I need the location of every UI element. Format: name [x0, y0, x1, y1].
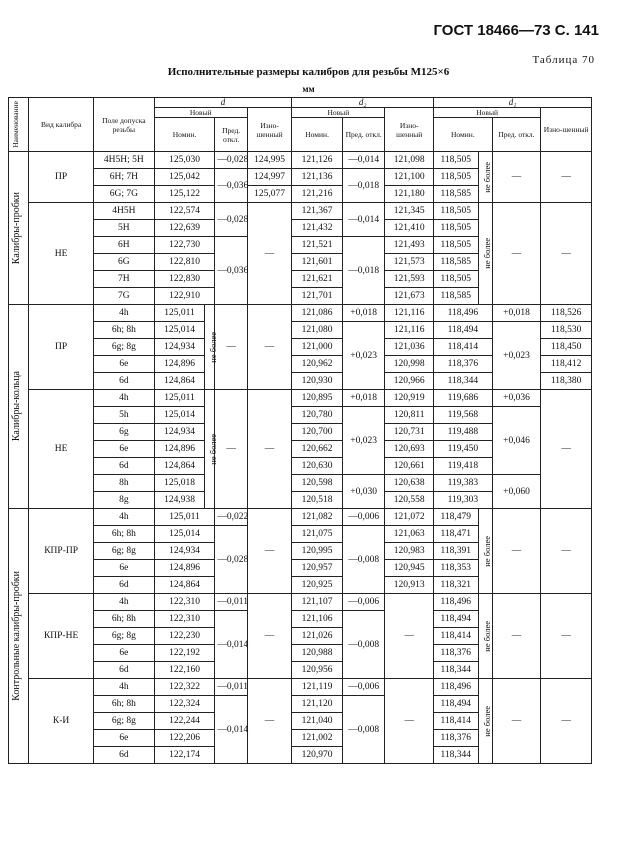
table-cell: 119,418 — [434, 458, 493, 475]
table-row — [9, 679, 592, 696]
table-cell: 6h; 8h — [94, 696, 155, 713]
table-cell: 121,026 — [292, 628, 343, 645]
table-cell: 118,496 — [434, 594, 479, 611]
table-cell: 6d — [94, 747, 155, 764]
table-cell: —0,014 — [342, 152, 385, 169]
col-d2: d₂ — [292, 98, 434, 108]
table-cell: 6g; 8g — [94, 628, 155, 645]
table-cell: 6g; 8g — [94, 713, 155, 730]
table-cell: — — [215, 305, 247, 390]
table-cell: 7Н — [94, 271, 155, 288]
table-cell: 118,414 — [434, 628, 479, 645]
caliber-label: НЕ — [29, 203, 94, 305]
table-cell: —0,036 — [215, 237, 247, 305]
table-cell: 118,494 — [434, 611, 479, 628]
table-cell: —0,006 — [342, 679, 385, 696]
table-cell: 6d — [94, 577, 155, 594]
caliber-label: КПР-ПР — [29, 509, 94, 594]
table-cell: 121,002 — [292, 730, 343, 747]
table-row — [9, 322, 592, 339]
table-cell: 6G; 7G — [94, 186, 155, 203]
table-row — [9, 475, 592, 492]
col-d2-pred: Пред. откл. — [342, 118, 385, 152]
table-cell: 122,174 — [154, 747, 215, 764]
table-cell: 118,391 — [434, 543, 479, 560]
table-cell: 120,988 — [292, 645, 343, 662]
table-cell: 118,505 — [434, 203, 479, 220]
table-cell: 120,930 — [292, 373, 343, 390]
table-cell: 6d — [94, 373, 155, 390]
calibers-table — [8, 97, 592, 764]
table-cell: 121,082 — [292, 509, 343, 526]
table-cell: — — [247, 390, 292, 509]
col-d2-izn: Изно-шенный — [385, 108, 434, 152]
table-cell: 118,505 — [434, 271, 479, 288]
table-cell: — — [492, 594, 541, 679]
table-cell: 122,830 — [154, 271, 215, 288]
table-cell: 125,011 — [154, 305, 205, 322]
table-cell: 120,662 — [292, 441, 343, 458]
table-cell: 118,496 — [434, 305, 493, 322]
table-cell: 121,072 — [385, 509, 434, 526]
table-cell: 120,945 — [385, 560, 434, 577]
col-d-nom: Номин. — [154, 118, 215, 152]
table-cell: 4h — [94, 679, 155, 696]
table-cell: 124,896 — [154, 560, 215, 577]
table-cell: +0,060 — [492, 475, 541, 509]
col-d1-new: Новый — [434, 108, 541, 118]
table-cell: 118,412 — [541, 356, 592, 373]
table-cell: 118,321 — [434, 577, 479, 594]
table-cell: 118,505 — [434, 152, 479, 169]
table-cell: 120,962 — [292, 356, 343, 373]
table-cell: 125,042 — [154, 169, 215, 186]
table-cell: 121,000 — [292, 339, 343, 356]
table-cell: 118,585 — [434, 288, 479, 305]
table-cell: — — [541, 594, 592, 679]
table-cell: 8g — [94, 492, 155, 509]
table-cell: 120,895 — [292, 390, 343, 407]
table-cell: 118,471 — [434, 526, 479, 543]
table-cell: 121,098 — [385, 152, 434, 169]
table-cell: 124,934 — [154, 424, 205, 441]
col-d1-pred: Пред. откл. — [492, 118, 541, 152]
table-cell: 120,919 — [385, 390, 434, 407]
table-cell: 118,376 — [434, 645, 479, 662]
ne-bolee-note: не более — [205, 305, 215, 390]
col-d-new: Новый — [154, 108, 247, 118]
table-cell: 120,518 — [292, 492, 343, 509]
table-cell: 122,310 — [154, 594, 215, 611]
table-cell: 121,136 — [292, 169, 343, 186]
table-cell: 121,180 — [385, 186, 434, 203]
table-cell: 6e — [94, 441, 155, 458]
table-cell: 6e — [94, 730, 155, 747]
table-cell: 118,376 — [434, 356, 493, 373]
table-cell: 120,811 — [385, 407, 434, 424]
table-cell: 120,913 — [385, 577, 434, 594]
table-cell: — — [247, 203, 292, 305]
table-cell: 118,479 — [434, 509, 479, 526]
table-cell: 122,324 — [154, 696, 215, 713]
table-cell: 121,701 — [292, 288, 343, 305]
table-cell: 120,995 — [292, 543, 343, 560]
table-cell: 119,450 — [434, 441, 493, 458]
table-cell: —0,008 — [342, 611, 385, 679]
table-cell: +0,046 — [492, 407, 541, 475]
table-cell: 122,310 — [154, 611, 215, 628]
table-cell: 121,100 — [385, 169, 434, 186]
table-cell: — — [247, 679, 292, 764]
table-cell: 6d — [94, 662, 155, 679]
table-cell: +0,023 — [342, 407, 385, 475]
table-cell: 122,206 — [154, 730, 215, 747]
table-cell: 121,120 — [292, 696, 343, 713]
col-d1-nom: Номин. — [434, 118, 493, 152]
table-cell: 118,496 — [434, 679, 479, 696]
table-cell: 120,700 — [292, 424, 343, 441]
table-cell: 118,585 — [434, 254, 479, 271]
table-cell: —0,014 — [342, 203, 385, 237]
table-cell: +0,023 — [342, 322, 385, 390]
table-cell: 124,896 — [154, 441, 205, 458]
table-cell: 4Н5Н — [94, 203, 155, 220]
table-cell: 118,344 — [434, 662, 479, 679]
caliber-label: К-И — [29, 679, 94, 764]
group-label: Контрольные калибры-пробки — [9, 509, 29, 764]
table-cell: 122,639 — [154, 220, 215, 237]
ne-bolee-note: не более — [205, 390, 215, 509]
table-cell: 4h — [94, 509, 155, 526]
table-cell: 8h — [94, 475, 155, 492]
table-cell: 125,018 — [154, 475, 205, 492]
table-cell: 120,970 — [292, 747, 343, 764]
table-cell: 118,450 — [541, 339, 592, 356]
table-cell: 118,414 — [434, 339, 493, 356]
table-cell: — — [541, 509, 592, 594]
ne-bolee-note: не более — [478, 594, 492, 679]
caliber-label: НЕ — [29, 390, 94, 509]
table-cell: 121,040 — [292, 713, 343, 730]
table-cell: 121,116 — [385, 322, 434, 339]
col-d1: d₁ — [434, 98, 592, 108]
caliber-label: ПР — [29, 305, 94, 390]
table-cell: 120,661 — [385, 458, 434, 475]
table-cell: 122,574 — [154, 203, 215, 220]
table-cell: 6h; 8h — [94, 526, 155, 543]
table-cell: 124,934 — [154, 339, 205, 356]
table-cell: — — [541, 203, 592, 305]
table-cell: 124,997 — [247, 169, 292, 186]
table-cell: 120,731 — [385, 424, 434, 441]
table-cell: 120,598 — [292, 475, 343, 492]
table-cell: 121,107 — [292, 594, 343, 611]
table-cell: 120,966 — [385, 373, 434, 390]
table-cell: 118,494 — [434, 696, 479, 713]
table-cell: 120,925 — [292, 577, 343, 594]
group-label: Калибры-пробки — [9, 152, 29, 305]
col-vid: Вид калибра — [29, 98, 94, 152]
table-cell: 121,086 — [292, 305, 343, 322]
table-cell: 6h; 8h — [94, 611, 155, 628]
table-cell: — — [541, 390, 592, 509]
table-cell: 120,638 — [385, 475, 434, 492]
table-cell: —0,014 — [215, 696, 247, 764]
table-cell: 120,956 — [292, 662, 343, 679]
col-naimen: Наименование — [9, 98, 29, 152]
table-cell: 125,030 — [154, 152, 215, 169]
table-cell: 118,585 — [434, 186, 479, 203]
table-cell: 118,505 — [434, 169, 479, 186]
table-cell: 5Н — [94, 220, 155, 237]
unit-label: мм — [302, 84, 315, 94]
table-cell: 121,063 — [385, 526, 434, 543]
table-cell: 122,244 — [154, 713, 215, 730]
group-label: Калибры-кольца — [9, 305, 29, 509]
table-cell: —0,011 — [215, 679, 247, 696]
table-cell: 118,530 — [541, 322, 592, 339]
table-cell: —0,018 — [342, 169, 385, 203]
table-cell: 121,106 — [292, 611, 343, 628]
table-cell: — — [541, 152, 592, 203]
table-cell: 121,216 — [292, 186, 343, 203]
table-cell: +0,030 — [342, 475, 385, 509]
table-cell: — — [247, 305, 292, 390]
table-cell: 118,376 — [434, 730, 479, 747]
ne-bolee-note: не более — [478, 152, 492, 203]
table-cell: 6h; 8h — [94, 322, 155, 339]
gost-header: ГОСТ 18466—73 С. 141 — [433, 22, 599, 39]
caliber-label: ПР — [29, 152, 94, 203]
table-cell: 121,432 — [292, 220, 343, 237]
table-cell: 125,014 — [154, 407, 205, 424]
table-cell: — — [492, 679, 541, 764]
table-cell: —0,008 — [342, 696, 385, 764]
table-cell: +0,023 — [492, 322, 541, 390]
table-cell: 121,367 — [292, 203, 343, 220]
table-cell: 121,673 — [385, 288, 434, 305]
table-cell: 120,780 — [292, 407, 343, 424]
col-d-pred: Пред. откл. — [215, 118, 247, 152]
table-cell: 125,122 — [154, 186, 215, 203]
table-cell: 125,011 — [154, 390, 205, 407]
table-cell: 121,521 — [292, 237, 343, 254]
table-row — [9, 594, 592, 611]
table-cell: +0,018 — [342, 390, 385, 407]
table-cell: 118,505 — [434, 237, 479, 254]
table-cell: +0,018 — [342, 305, 385, 322]
table-cell: 120,630 — [292, 458, 343, 475]
col-pole: Поле допуска резьбы — [94, 98, 155, 152]
table-cell: 121,601 — [292, 254, 343, 271]
table-cell: +0,018 — [492, 305, 541, 322]
table-cell: 124,864 — [154, 458, 205, 475]
table-cell: 4h — [94, 305, 155, 322]
table-cell: 125,077 — [247, 186, 292, 203]
table-cell: 120,957 — [292, 560, 343, 577]
table-cell: 6g; 8g — [94, 339, 155, 356]
table-cell: 119,383 — [434, 475, 493, 492]
table-cell: 118,380 — [541, 373, 592, 390]
col-d2-new: Новый — [292, 108, 385, 118]
table-cell: 124,864 — [154, 577, 215, 594]
table-cell: 121,036 — [385, 339, 434, 356]
table-cell: 122,730 — [154, 237, 215, 254]
ne-bolee-note: не более — [478, 679, 492, 764]
table-cell: 122,322 — [154, 679, 215, 696]
table-cell: 121,573 — [385, 254, 434, 271]
table-cell: 118,344 — [434, 747, 479, 764]
table-cell: —0,022 — [215, 509, 247, 526]
table-cell: —0,014 — [215, 611, 247, 679]
table-row — [9, 407, 592, 424]
ne-bolee-note: не более — [478, 509, 492, 594]
table-cell: —0,018 — [342, 237, 385, 305]
table-cell: 119,488 — [434, 424, 493, 441]
col-d1-izn: Изно-шенный — [541, 108, 592, 152]
table-cell: 121,593 — [385, 271, 434, 288]
table-cell: 6g — [94, 424, 155, 441]
table-cell: — — [385, 594, 434, 679]
table-cell: 120,558 — [385, 492, 434, 509]
table-cell: 121,080 — [292, 322, 343, 339]
table-row — [9, 390, 592, 407]
table-cell: 6G — [94, 254, 155, 271]
table-cell: 122,910 — [154, 288, 215, 305]
table-row — [9, 509, 592, 526]
table-cell: 119,686 — [434, 390, 493, 407]
table-cell: —0,006 — [342, 509, 385, 526]
table-cell: 120,998 — [385, 356, 434, 373]
table-cell: — — [492, 509, 541, 594]
table-cell: 6e — [94, 560, 155, 577]
table-cell: 6e — [94, 645, 155, 662]
table-cell: 121,116 — [385, 305, 434, 322]
table-cell: —0,028 — [215, 203, 247, 237]
table-cell: —0,011 — [215, 594, 247, 611]
table-cell: —0,008 — [342, 526, 385, 594]
table-cell: 118,353 — [434, 560, 479, 577]
table-cell: 122,810 — [154, 254, 215, 271]
table-cell: —0,006 — [342, 594, 385, 611]
table-cell: 124,864 — [154, 373, 205, 390]
table-cell: 118,505 — [434, 220, 479, 237]
table-cell: 121,119 — [292, 679, 343, 696]
table-cell: 118,414 — [434, 713, 479, 730]
table-cell: 6e — [94, 356, 155, 373]
table-cell: 6d — [94, 458, 155, 475]
caliber-label: КПР-НЕ — [29, 594, 94, 679]
table-cell: — — [247, 594, 292, 679]
table-cell: 4h — [94, 594, 155, 611]
table-cell: 121,493 — [385, 237, 434, 254]
table-cell: 118,526 — [541, 305, 592, 322]
table-cell: 124,934 — [154, 543, 215, 560]
table-cell: 122,230 — [154, 628, 215, 645]
table-cell: 122,160 — [154, 662, 215, 679]
table-cell: 120,983 — [385, 543, 434, 560]
table-row — [9, 203, 592, 220]
table-cell: —0,028 — [215, 526, 247, 594]
table-cell: 6Н; 7Н — [94, 169, 155, 186]
table-cell: 121,126 — [292, 152, 343, 169]
table-cell: 118,494 — [434, 322, 493, 339]
table-cell: 125,014 — [154, 322, 205, 339]
table-cell: 124,995 — [247, 152, 292, 169]
table-title: Исполнительные размеры калибров для резьбы М125×6 — [167, 66, 450, 78]
table-cell: 6g; 8g — [94, 543, 155, 560]
col-d2-nom: Номин. — [292, 118, 343, 152]
table-cell: 121,075 — [292, 526, 343, 543]
table-cell: 124,896 — [154, 356, 205, 373]
table-cell: 125,011 — [154, 509, 215, 526]
table-cell: — — [492, 152, 541, 203]
ne-bolee-note: не более — [478, 203, 492, 305]
table-cell: 122,192 — [154, 645, 215, 662]
table-cell: 121,621 — [292, 271, 343, 288]
table-cell: 119,568 — [434, 407, 493, 424]
table-cell: —0,036 — [215, 169, 247, 203]
table-cell: —0,028 — [215, 152, 247, 169]
col-d: d — [154, 98, 292, 108]
table-cell: 125,014 — [154, 526, 215, 543]
table-cell: 119,303 — [434, 492, 493, 509]
table-cell: 120,693 — [385, 441, 434, 458]
table-cell: 7G — [94, 288, 155, 305]
table-cell: 5h — [94, 407, 155, 424]
table-cell: — — [247, 509, 292, 594]
table-cell: — — [385, 679, 434, 764]
table-cell: 121,410 — [385, 220, 434, 237]
table-cell: — — [215, 390, 247, 509]
table-cell: 4h — [94, 390, 155, 407]
table-cell: 118,344 — [434, 373, 493, 390]
table-row — [9, 305, 592, 322]
table-label: Таблица 70 — [532, 54, 595, 66]
table-row — [9, 152, 592, 169]
table-cell: 121,345 — [385, 203, 434, 220]
table-cell: 6Н — [94, 237, 155, 254]
table-cell: — — [541, 679, 592, 764]
table-cell: 124,938 — [154, 492, 205, 509]
table-cell: +0,036 — [492, 390, 541, 407]
table-cell: — — [492, 203, 541, 305]
col-d-izn: Изно-шенный — [247, 108, 292, 152]
table-cell: 4Н5Н; 5Н — [94, 152, 155, 169]
